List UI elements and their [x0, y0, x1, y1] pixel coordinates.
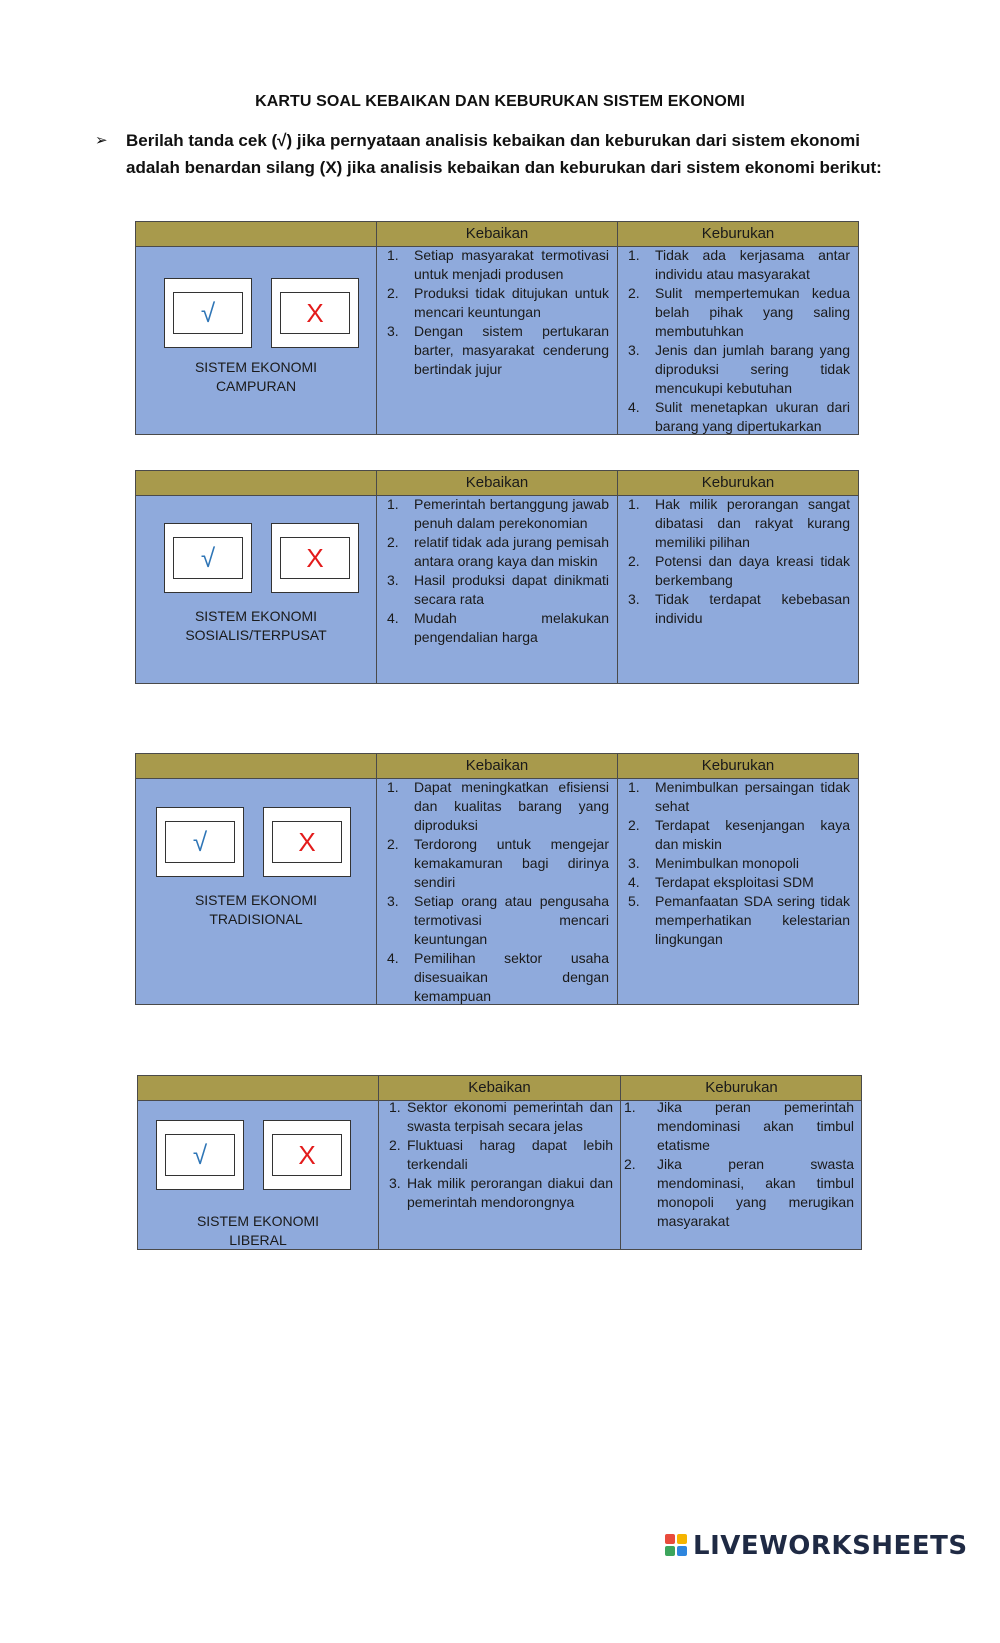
card-liberal — [137, 1075, 862, 1250]
list-item: 1. Dapat meningkatkan efisiensi dan kualitas barang yang diproduksi — [387, 779, 609, 833]
system-name: SISTEM EKONOMI CAMPURAN — [194, 359, 318, 394]
cross-option[interactable] — [271, 523, 359, 593]
list-item: 1. Jika peran pemerintah mendominasi akan timbul etatisme — [624, 1099, 854, 1153]
instruction — [95, 127, 895, 181]
card-sosialis — [135, 470, 859, 684]
keburukan-header: Keburukan — [701, 474, 775, 491]
card-campuran — [135, 221, 859, 435]
list-item: 3. Jenis dan jumlah barang yang diproduksi sering tidak mencukupi kebutuhan — [628, 342, 850, 396]
check-option[interactable] — [156, 807, 244, 877]
cross-option[interactable] — [263, 807, 351, 877]
check-icon: √ — [165, 1134, 235, 1176]
list-item: 3. Menimbulkan monopoli — [628, 855, 799, 871]
kebaikan-list — [381, 1098, 613, 1212]
kebaikan-list — [379, 246, 609, 379]
keburukan-list — [620, 495, 850, 628]
list-item: 4. Pemilihan sektor usaha disesuaikan dengan kemampuan — [387, 950, 609, 1004]
list-item: 1. Tidak ada kerjasama antar individu atau masyarakat — [628, 247, 850, 282]
keburukan-header: Keburukan — [701, 757, 775, 774]
list-item: 3. Dengan sistem pertukaran barter, masyarakat cenderung bertindak jujur — [387, 323, 609, 377]
page-title: KARTU SOAL KEBAIKAN DAN KEBURUKAN SISTEM EKONOMI — [255, 93, 745, 110]
list-item: 3. Hak milik perorangan diakui dan pemerintah mendorongnya — [389, 1175, 613, 1210]
list-item: 1. Setiap masyarakat termotivasi untuk menjadi produsen — [387, 247, 609, 282]
cross-icon: X — [272, 1134, 342, 1176]
list-item: 2. Potensi dan daya kreasi tidak berkembang — [628, 553, 850, 588]
system-name: SISTEM EKONOMI LIBERAL — [196, 1213, 320, 1248]
cross-icon: X — [280, 292, 350, 334]
cross-icon: X — [272, 821, 342, 863]
cross-option[interactable] — [271, 278, 359, 348]
cross-icon: X — [280, 537, 350, 579]
kebaikan-header: Kebaikan — [465, 225, 529, 242]
keburukan-list — [620, 246, 850, 436]
logo-text: LIVEWORKSHEETS — [693, 1531, 968, 1561]
kebaikan-list — [379, 495, 609, 647]
kebaikan-header: Kebaikan — [468, 1079, 531, 1096]
arrow-bullet-icon: ➢ — [95, 132, 108, 149]
list-item: 2. Fluktuasi harag dapat lebih terkendali — [389, 1137, 613, 1172]
list-item: 2. Produksi tidak ditujukan untuk mencari keuntungan — [387, 285, 609, 320]
cross-option[interactable] — [263, 1120, 351, 1190]
list-item: 1. Pemerintah bertanggung jawab penuh dalam perekonomian — [387, 496, 609, 531]
list-item: 1. Hak milik perorangan sangat dibatasi dan rakyat kurang memiliki pilihan — [628, 496, 850, 550]
list-item: 3. Setiap orang atau pengusaha termotivasi mencari keuntungan — [387, 893, 609, 947]
kebaikan-header: Kebaikan — [465, 474, 529, 491]
check-option[interactable] — [156, 1120, 244, 1190]
list-item: 3. Hasil produksi dapat dinikmati secara rata — [387, 572, 609, 607]
system-name: SISTEM EKONOMI TRADISIONAL — [194, 892, 318, 927]
kebaikan-list — [379, 778, 609, 1006]
logo-icon — [665, 1534, 689, 1558]
list-item: 2. Jika peran swasta mendominasi, akan timbul monopoli yang merugikan masyarakat — [624, 1156, 854, 1229]
keburukan-list — [622, 1098, 854, 1231]
list-item: 5. Pemanfaatan SDA sering tidak memperhatikan kelestarian lingkungan — [628, 893, 850, 947]
kebaikan-header: Kebaikan — [465, 757, 529, 774]
keburukan-list — [620, 778, 850, 949]
check-option[interactable] — [164, 278, 252, 348]
system-name: SISTEM EKONOMI SOSIALIS/TERPUSAT — [185, 608, 327, 643]
list-item: 4. Sulit menetapkan ukuran dari barang yang dipertukarkan — [628, 399, 850, 434]
list-item: 4. Mudah melakukan pengendalian harga — [387, 610, 609, 645]
list-item: 2. Terdorong untuk mengejar kemakamuran bagi dirinya sendiri — [387, 836, 609, 890]
list-item: 2. Terdapat kesenjangan kaya dan miskin — [628, 817, 850, 852]
list-item: 4. Terdapat eksploitasi SDM — [628, 874, 814, 890]
instruction-text: Berilah tanda cek (√) jika pernyataan analisis kebaikan dan keburukan dari sistem ekonomi adalah benardan silang (X) jika analisis kebaikan dan keburukan dari sistem ekonomi berikut: — [126, 131, 882, 177]
list-item: 1. Sektor ekonomi pemerintah dan swasta terpisah secara jelas — [389, 1099, 613, 1134]
list-item: 1. Menimbulkan persaingan tidak sehat — [628, 779, 850, 814]
list-item: 2. relatif tidak ada jurang pemisah antara orang kaya dan miskin — [387, 534, 609, 569]
liveworksheets-logo — [665, 1528, 968, 1564]
keburukan-header: Keburukan — [701, 225, 775, 242]
check-icon: √ — [173, 292, 243, 334]
keburukan-header: Keburukan — [705, 1079, 778, 1096]
check-option[interactable] — [164, 523, 252, 593]
check-icon: √ — [173, 537, 243, 579]
list-item: 3. Tidak terdapat kebebasan individu — [628, 591, 850, 626]
list-item: 2. Sulit mempertemukan kedua belah pihak yang saling membutuhkan — [628, 285, 850, 339]
card-tradisional — [135, 753, 859, 1005]
check-icon: √ — [165, 821, 235, 863]
